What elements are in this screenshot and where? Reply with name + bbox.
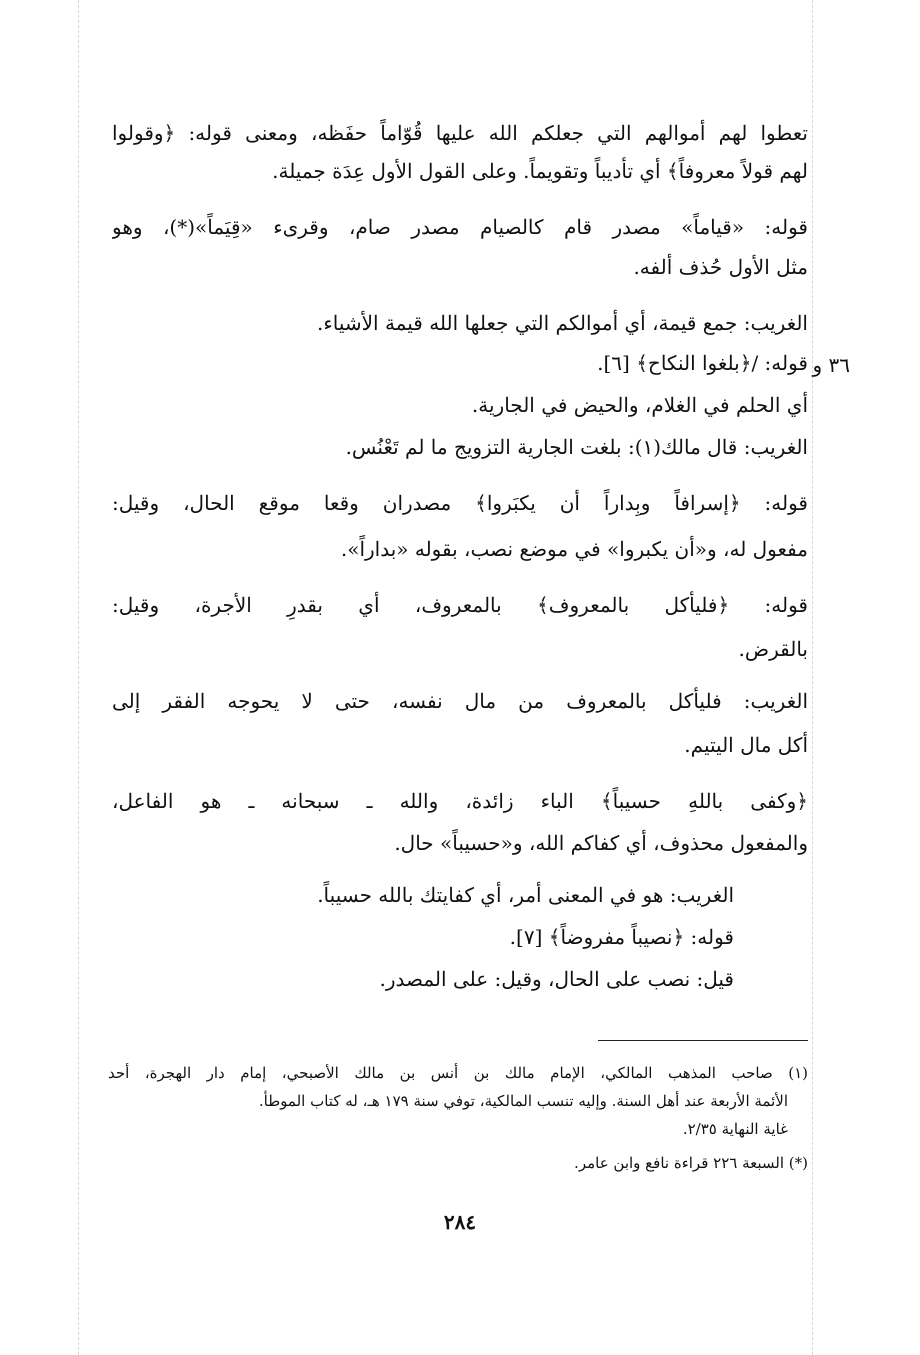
footnote-line: (١) صاحب المذهب المالكي، الإمام مالك بن أنس بن مالك الأصبحي، إمام دار الهجرة، أحد <box>108 1064 808 1082</box>
margin-folio-note: ٣٦ و <box>812 353 850 377</box>
text-line: الغريب: قال مالك(١): بلغت الجارية التزويج ما لم تَعْنُس. <box>345 435 808 459</box>
text-line: قيل: نصب على الحال، وقيل: على المصدر. <box>379 967 734 991</box>
footnote-line: غاية النهاية ٢/٣٥. <box>682 1120 788 1138</box>
text-line: قوله: /﴿بلغوا النكاح﴾ [٦]. <box>597 351 808 375</box>
text-line: قوله: «قياماً» مصدر قام كالصيام مصدر صام، وقرىء «قِيَماً»(*)، وهو <box>112 215 808 239</box>
scan-guide-line <box>78 0 79 1355</box>
page-number: ٢٨٤ <box>443 1210 477 1234</box>
text-line: ﴿وكفى باللهِ حسيباً﴾ الباء زائدة، والله ـ سبحانه ـ هو الفاعل، <box>112 789 808 813</box>
text-line: مفعول له، و«أن يكبروا» في موضع نصب، بقوله «بداراً». <box>340 537 808 561</box>
scan-guide-line <box>812 0 813 1355</box>
text-line: أكل مال اليتيم. <box>684 733 808 757</box>
text-line: مثل الأول حُذف ألفه. <box>633 255 808 279</box>
footnote-line: (*) السبعة ٢٢٦ قراءة نافع وابن عامر. <box>574 1154 808 1172</box>
text-line: الغريب: فليأكل بالمعروف من مال نفسه، حتى لا يحوجه الفقر إلى <box>112 689 808 713</box>
text-line: الغريب: هو في المعنى أمر، أي كفايتك بالله حسيباً. <box>317 883 734 907</box>
text-line: والمفعول محذوف، أي كفاكم الله، و«حسيباً» حال. <box>394 831 808 855</box>
text-line: لهم قولاً معروفاً﴾ أي تأديباً وتقويماً. وعلى القول الأول عِدَة جميلة. <box>272 159 808 183</box>
text-line: قوله: ﴿فليأكل بالمعروف﴾ بالمعروف، أي بقدرِ الأجرة، وقيل: <box>112 593 808 617</box>
text-line: بالقرض. <box>738 637 808 661</box>
footnote-line: الأئمة الأربعة عند أهل السنة. وإليه تنسب المالكية، توفي سنة ١٧٩ هـ، له كتاب الموطأ. <box>258 1092 788 1110</box>
text-line: قوله: ﴿نصيباً مفروضاً﴾ [٧]. <box>509 925 734 949</box>
text-line: تعطوا لهم أموالهم التي جعلكم الله عليها قُوّاماً حفَظه، ومعنى قوله: ﴿وقولوا <box>112 121 808 145</box>
text-line: أي الحلم في الغلام، والحيض في الجارية. <box>471 393 808 417</box>
text-line: قوله: ﴿إسرافاً وبِداراً أن يكبَروا﴾ مصدران وقعا موقع الحال، وقيل: <box>112 491 808 515</box>
text-line: الغريب: جمع قيمة، أي أموالكم التي جعلها الله قيمة الأشياء. <box>316 311 808 335</box>
footnote-separator <box>598 1040 808 1041</box>
